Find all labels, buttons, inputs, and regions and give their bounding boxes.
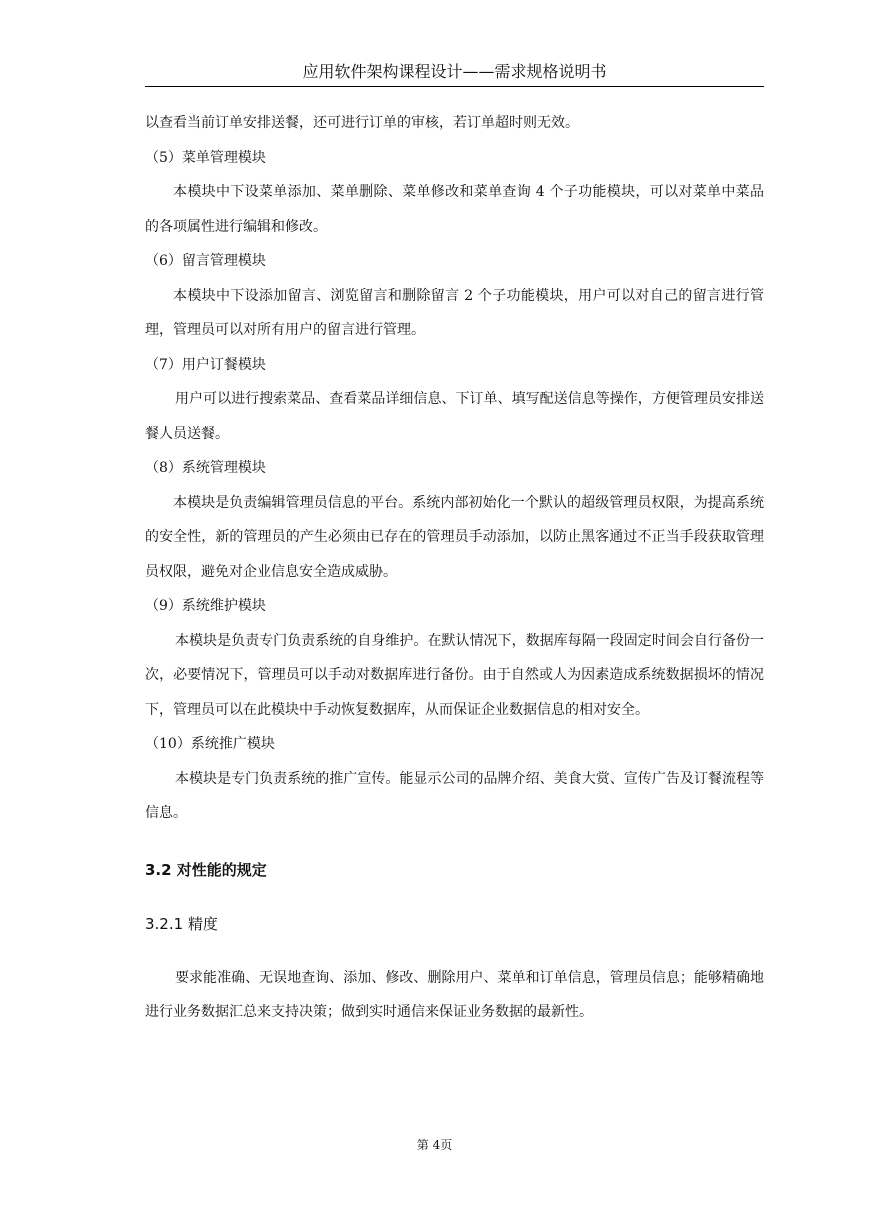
section-text-message-management: 本模块中下设添加留言、浏览留言和删除留言 2 个子功能模块，用户可以对自己的留言进行管理，管理员可以对所有用户的留言进行管理。 xyxy=(145,287,764,338)
paragraph-precision: 要求能准确、无误地查询、添加、修改、删除用户、菜单和订单信息，管理员信息；能够精确地进行业务数据汇总来支持决策；做到实时通信来保证业务数据的最新性。 xyxy=(145,969,764,1020)
section-text-system-maintenance: 本模块是负责专门负责系统的自身维护。在默认情况下，数据库每隔一段固定时间会自行备份一次，必要情况下，管理员可以手动对数据库进行备份。由于自然或人为因素造成系统数据损坏的情况下，管理员可以在此模块中手动恢复数据库，从而保证企业数据信息的相对安全。 xyxy=(145,632,764,718)
section-title-menu-management: （5）菜单管理模块 xyxy=(145,149,266,166)
section-text-user-ordering: 用户可以进行搜索菜品、查看菜品详细信息、下订单、填写配送信息等操作，方便管理员安排送餐人员送餐。 xyxy=(145,391,764,442)
heading-performance-requirements: 3.2 对性能的规定 xyxy=(145,860,267,879)
section-text-system-management: 本模块是负责编辑管理员信息的平台。系统内部初始化一个默认的超级管理员权限，为提高系统的安全性，新的管理员的产生必须由已存在的管理员手动添加，以防止黑客通过不正当手段获取管理员权限，避免对企业信息安全造成威胁。 xyxy=(145,494,764,580)
section-title-system-promotion: （10）系统推广模块 xyxy=(145,736,275,752)
running-header-title: 应用软件架构课程设计——需求规格说明书 xyxy=(302,62,607,81)
section-text-system-promotion: 本模块是专门负责系统的推广宣传。能显示公司的品牌介绍、美食大赏、宣传广告及订餐流程等信息。 xyxy=(145,770,764,821)
heading-precision: 3.2.1 精度 xyxy=(145,914,218,933)
section-title-message-management: （6）留言管理模块 xyxy=(145,253,266,269)
page-number: 第 4页 xyxy=(416,1138,453,1152)
section-title-system-management: （8）系统管理模块 xyxy=(145,460,266,476)
spacer xyxy=(145,939,764,961)
section-title-system-maintenance: （9）系统维护模块 xyxy=(145,598,266,614)
section-text-menu-management: 本模块中下设菜单添加、菜单删除、菜单修改和菜单查询 4 个子功能模块，可以对菜单中菜品的各项属性进行编辑和修改。 xyxy=(145,184,764,235)
header-divider xyxy=(145,86,764,87)
section-title-user-ordering: （7）用户订餐模块 xyxy=(145,356,266,373)
paragraph-continued: 以查看当前订单安排送餐，还可进行订单的审核，若订单超时则无效。 xyxy=(145,115,579,131)
document-body xyxy=(145,106,764,1030)
